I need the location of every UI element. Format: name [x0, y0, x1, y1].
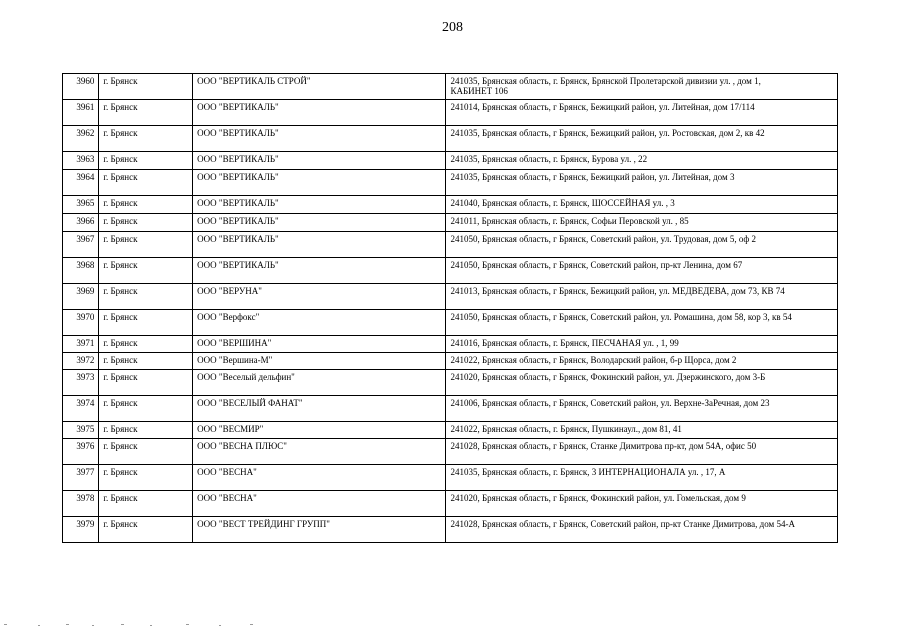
row-number: 3962 [63, 126, 99, 152]
row-organization: ООО "ВЕРТИКАЛЬ" [193, 232, 446, 258]
row-organization: ООО "ВЕРТИКАЛЬ СТРОЙ" [193, 74, 446, 100]
row-city: г. Брянск [99, 126, 193, 152]
row-address-line: 241035, Брянская область, г Брянск, Бежицкий район, ул. Литейная, дом 3 [450, 172, 735, 182]
row-city: г. Брянск [99, 232, 193, 258]
row-organization: ООО "ВЕСТ ТРЕЙДИНГ ГРУПП" [193, 517, 446, 543]
row-address-line: 241011, Брянская область, г. Брянск, Софьи Перовской ул. , 85 [450, 216, 689, 226]
row-address [446, 370, 838, 396]
row-city: г. Брянск [99, 491, 193, 517]
row-number: 3967 [63, 232, 99, 258]
row-city: г. Брянск [99, 465, 193, 491]
row-city: г. Брянск [99, 258, 193, 284]
row-city: г. Брянск [99, 517, 193, 543]
row-address-line: 241013, Брянская область, г Брянск, Бежицкий район, ул. МЕДВЕДЕВА, дом 73, КВ 74 [450, 286, 785, 296]
row-organization: ООО "Верфокс" [193, 310, 446, 336]
row-address-line: 241035, Брянская область, г. Брянск, Бурова ул. , 22 [450, 154, 648, 164]
row-address-line-2: КАБИНЕТ 106 [450, 86, 508, 96]
row-number: 3966 [63, 214, 99, 232]
row-address-line: 241035, Брянская область, г. Брянск, Брянской Пролетарской дивизии ул. , дом 1, [450, 76, 761, 86]
row-address-line: 241050, Брянская область, г Брянск, Советский район, ул. Ромашина, дом 58, кор 3, кв 54 [450, 312, 792, 322]
row-address-line: 241022, Брянская область, г Брянск, Володарский район, б-р Щорса, дом 2 [450, 355, 737, 365]
table-row [63, 396, 838, 422]
row-number: 3979 [63, 517, 99, 543]
table-row [63, 232, 838, 258]
table-row [63, 214, 838, 232]
row-number: 3978 [63, 491, 99, 517]
row-number: 3965 [63, 196, 99, 214]
row-organization: ООО "ВЕРУНА" [193, 284, 446, 310]
table-row [63, 152, 838, 170]
table-row [63, 100, 838, 126]
table-row [63, 517, 838, 543]
table-row [63, 74, 838, 100]
table-row [63, 258, 838, 284]
row-address-line: 241050, Брянская область, г Брянск, Советский район, пр-кт Ленина, дом 67 [450, 260, 743, 270]
row-number: 3960 [63, 74, 99, 100]
row-address [446, 152, 838, 170]
row-city: г. Брянск [99, 439, 193, 465]
row-city: г. Брянск [99, 396, 193, 422]
row-address-line: 241020, Брянская область, г Брянск, Фокинский район, ул. Дзержинского, дом 3-Б [450, 372, 766, 382]
table-row [63, 284, 838, 310]
row-city: г. Брянск [99, 370, 193, 396]
row-number: 3972 [63, 353, 99, 370]
row-city: г. Брянск [99, 214, 193, 232]
row-number: 3975 [63, 422, 99, 439]
row-address-line: 241014, Брянская область, г Брянск, Бежицкий район, ул. Литейная, дом 17/114 [450, 102, 755, 112]
row-city: г. Брянск [99, 422, 193, 439]
row-address-line: 241006, Брянская область, г Брянск, Советский район, ул. Верхне-ЗаРечная, дом 23 [450, 398, 770, 408]
row-city: г. Брянск [99, 170, 193, 196]
table-row [63, 196, 838, 214]
row-city: г. Брянск [99, 74, 193, 100]
row-number: 3971 [63, 336, 99, 353]
row-address [446, 517, 838, 543]
row-number: 3969 [63, 284, 99, 310]
row-address [446, 465, 838, 491]
row-city: г. Брянск [99, 353, 193, 370]
row-city: г. Брянск [99, 284, 193, 310]
row-address-line: 241050, Брянская область, г Брянск, Советский район, ул. Трудовая, дом 5, оф 2 [450, 234, 756, 244]
row-organization: ООО "ВЕСНА ПЛЮС" [193, 439, 446, 465]
row-address [446, 439, 838, 465]
table-row [63, 439, 838, 465]
row-address [446, 100, 838, 126]
row-city: г. Брянск [99, 196, 193, 214]
row-number: 3961 [63, 100, 99, 126]
row-address [446, 310, 838, 336]
table-row [63, 491, 838, 517]
row-address [446, 214, 838, 232]
table-row [63, 126, 838, 152]
row-address [446, 74, 838, 100]
row-city: г. Брянск [99, 310, 193, 336]
row-organization: ООО "ВЕСЕЛЫЙ ФАНАТ" [193, 396, 446, 422]
table-row [63, 353, 838, 370]
row-organization: ООО "ВЕРТИКАЛЬ" [193, 170, 446, 196]
row-address-line: 241022, Брянская область, г. Брянск, Пушкинаул., дом 81, 41 [450, 424, 682, 434]
page-number: 208 [442, 20, 463, 35]
row-address [446, 396, 838, 422]
registry-table [62, 73, 838, 543]
row-number: 3976 [63, 439, 99, 465]
row-address [446, 196, 838, 214]
row-organization: ООО "ВЕРТИКАЛЬ" [193, 258, 446, 284]
row-city: г. Брянск [99, 152, 193, 170]
row-organization: ООО "ВЕРТИКАЛЬ" [193, 196, 446, 214]
row-address [446, 491, 838, 517]
row-address-line: 241028, Брянская область, г Брянск, Станке Димитрова пр-кт, дом 54А, офис 50 [450, 441, 757, 451]
row-address [446, 353, 838, 370]
row-organization: ООО "ВЕРТИКАЛЬ" [193, 152, 446, 170]
row-organization: ООО "ВЕРШИНА" [193, 336, 446, 353]
row-address-line: 241020, Брянская область, г Брянск, Фокинский район, ул. Гомельская, дом 9 [450, 493, 746, 503]
row-address [446, 422, 838, 439]
row-address [446, 126, 838, 152]
table-row [63, 465, 838, 491]
row-address [446, 284, 838, 310]
row-number: 3968 [63, 258, 99, 284]
row-number: 3977 [63, 465, 99, 491]
row-address-line: 241040, Брянская область, г. Брянск, ШОССЕЙНАЯ ул. , 3 [450, 198, 675, 208]
row-number: 3973 [63, 370, 99, 396]
registry-table-body [63, 74, 838, 543]
row-address-line: 241028, Брянская область, г Брянск, Советский район, пр-кт Станке Димитрова, дом 54-А [450, 519, 795, 529]
row-address [446, 336, 838, 353]
row-number: 3964 [63, 170, 99, 196]
table-row [63, 370, 838, 396]
row-address [446, 258, 838, 284]
row-number: 3970 [63, 310, 99, 336]
row-organization: ООО "ВЕРТИКАЛЬ" [193, 214, 446, 232]
row-organization: ООО "ВЕСМИР" [193, 422, 446, 439]
row-address-line: 241016, Брянская область, г. Брянск, ПЕСЧАНАЯ ул. , 1, 99 [450, 338, 679, 348]
row-city: г. Брянск [99, 336, 193, 353]
row-organization: ООО "Вершина-М" [193, 353, 446, 370]
table-row [63, 422, 838, 439]
row-city: г. Брянск [99, 100, 193, 126]
row-organization: ООО "Веселый дельфин" [193, 370, 446, 396]
table-row [63, 336, 838, 353]
row-number: 3974 [63, 396, 99, 422]
row-address [446, 232, 838, 258]
row-address [446, 170, 838, 196]
row-organization: ООО "ВЕРТИКАЛЬ" [193, 126, 446, 152]
row-organization: ООО "ВЕСНА" [193, 465, 446, 491]
row-organization: ООО "ВЕСНА" [193, 491, 446, 517]
row-number: 3963 [63, 152, 99, 170]
scan-noise [0, 618, 905, 640]
table-row [63, 310, 838, 336]
row-address-line: 241035, Брянская область, г Брянск, Бежицкий район, ул. Ростовская, дом 2, кв 42 [450, 128, 765, 138]
row-organization: ООО "ВЕРТИКАЛЬ" [193, 100, 446, 126]
row-address-line: 241035, Брянская область, г. Брянск, 3 ИНТЕРНАЦИОНАЛА ул. , 17, А [450, 467, 726, 477]
table-row [63, 170, 838, 196]
